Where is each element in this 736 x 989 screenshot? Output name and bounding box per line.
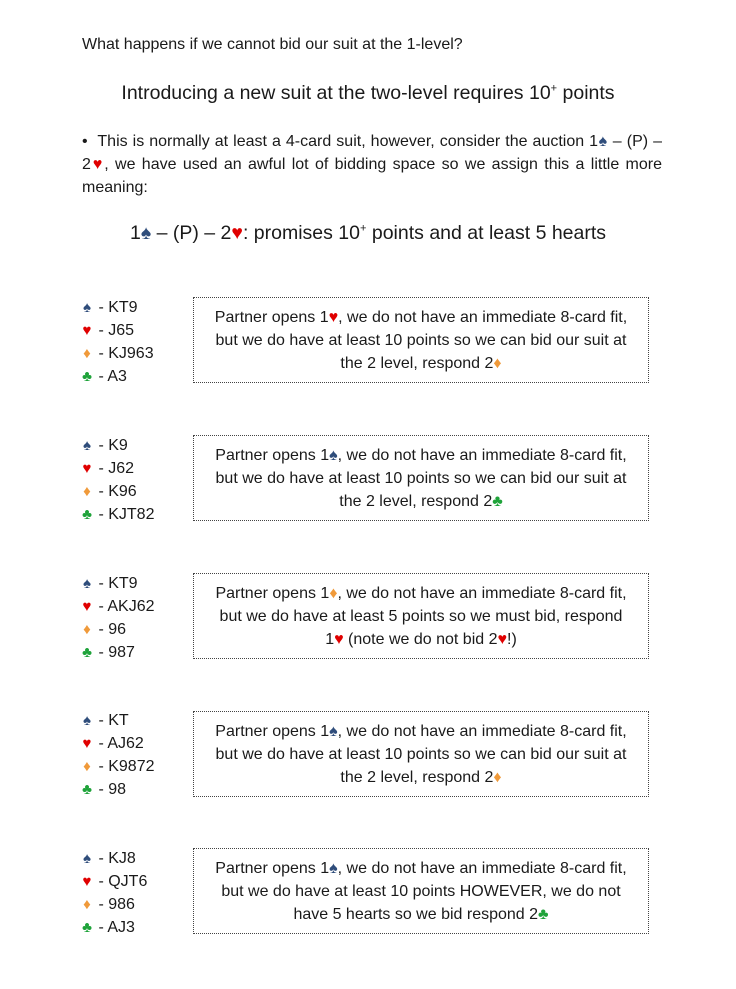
explanation-box-2: Partner opens 1♠, we do not have an immediate 8-card fit, but we do have at least 10 points so we can bid our suit at the 2 level, respond 2♣	[193, 435, 649, 521]
hand-4	[80, 709, 155, 801]
diamond-icon: ♦	[83, 896, 91, 913]
diamond-icon: ♦	[493, 354, 502, 372]
clubs-holding: ♣ - 987	[80, 641, 154, 664]
diamond-icon: ♦	[493, 768, 502, 786]
spades-holding: ♠ - KJ8	[80, 847, 147, 870]
bidding-rule: 1♠ – (P) – 2♥: promises 10+ points and at least 5 hearts	[129, 222, 607, 244]
spade-icon: ♠	[329, 446, 338, 464]
spades-holding: ♠ - KT9	[80, 296, 154, 319]
club-icon: ♣	[82, 644, 92, 661]
hand-2	[80, 434, 154, 526]
hand-1	[80, 296, 154, 388]
headline: Introducing a new suit at the two-level requires 10+ points	[121, 82, 615, 104]
hand-3	[80, 572, 154, 664]
club-icon: ♣	[82, 368, 92, 385]
club-icon: ♣	[82, 781, 92, 798]
club-icon: ♣	[82, 919, 92, 936]
hearts-holding: ♥ - AKJ62	[80, 595, 154, 618]
heart-icon: ♥	[82, 322, 92, 339]
spade-icon: ♠	[83, 575, 91, 592]
spade-icon: ♠	[83, 850, 91, 867]
question-line: What happens if we cannot bid our suit at the 1-level?	[82, 36, 463, 53]
diamond-icon: ♦	[83, 483, 91, 500]
diamonds-holding: ♦ - K96	[80, 480, 154, 503]
diamond-icon: ♦	[329, 584, 338, 602]
explanation-box-5: Partner opens 1♠, we do not have an immediate 8-card fit, but we do have at least 10 points HOWEVER, we do not have 5 hearts so we bid respond 2♣	[193, 848, 649, 934]
heart-icon: ♥	[90, 156, 105, 173]
heart-icon: ♥	[334, 630, 344, 648]
hand-5	[80, 847, 147, 939]
spade-icon: ♠	[83, 299, 91, 316]
explanation-box-4: Partner opens 1♠, we do not have an immediate 8-card fit, but we do have at least 10 points so we can bid our suit at the 2 level, respond 2♦	[193, 711, 649, 797]
diamonds-holding: ♦ - 96	[80, 618, 154, 641]
heart-icon: ♥	[82, 460, 92, 477]
hearts-holding: ♥ - J62	[80, 457, 154, 480]
heart-icon: ♥	[82, 873, 92, 890]
bullet-paragraph: • This is normally at least a 4-card suit, however, consider the auction 1♠ – (P) – 2♥, we have used an awful lot of bidding space so we assign this a little more meaning:	[82, 133, 663, 196]
spades-holding: ♠ - KT9	[80, 572, 154, 595]
clubs-holding: ♣ - A3	[80, 365, 154, 388]
bullet-mark: •	[82, 133, 88, 150]
diamonds-holding: ♦ - 986	[80, 893, 147, 916]
clubs-holding: ♣ - AJ3	[80, 916, 147, 939]
spade-icon: ♠	[329, 859, 338, 877]
hearts-holding: ♥ - AJ62	[80, 732, 155, 755]
clubs-holding: ♣ - 98	[80, 778, 155, 801]
spade-icon: ♠	[598, 133, 608, 150]
diamonds-holding: ♦ - KJ963	[80, 342, 154, 365]
explanation-box-1: Partner opens 1♥, we do not have an immediate 8-card fit, but we do have at least 10 points so we can bid our suit at the 2 level, respond 2♦	[193, 297, 649, 383]
heart-icon: ♥	[497, 630, 507, 648]
spade-icon: ♠	[83, 437, 91, 454]
club-icon: ♣	[82, 506, 92, 523]
hearts-holding: ♥ - QJT6	[80, 870, 147, 893]
club-icon: ♣	[538, 905, 549, 923]
heart-icon: ♥	[328, 308, 339, 326]
heart-icon: ♥	[82, 598, 92, 615]
spades-holding: ♠ - KT	[80, 709, 155, 732]
diamond-icon: ♦	[83, 345, 91, 362]
heart-icon: ♥	[231, 222, 243, 244]
hearts-holding: ♥ - J65	[80, 319, 154, 342]
spades-holding: ♠ - K9	[80, 434, 154, 457]
spade-icon: ♠	[140, 222, 152, 244]
spade-icon: ♠	[83, 712, 91, 729]
diamond-icon: ♦	[83, 758, 91, 775]
club-icon: ♣	[492, 492, 503, 510]
diamonds-holding: ♦ - K9872	[80, 755, 155, 778]
clubs-holding: ♣ - KJT82	[80, 503, 154, 526]
explanation-box-3: Partner opens 1♦, we do not have an immediate 8-card fit, but we do have at least 5 points so we must bid, respond 1♥ (note we do not bid 2♥!)	[193, 573, 649, 659]
diamond-icon: ♦	[83, 621, 91, 638]
spade-icon: ♠	[329, 722, 338, 740]
heart-icon: ♥	[82, 735, 92, 752]
